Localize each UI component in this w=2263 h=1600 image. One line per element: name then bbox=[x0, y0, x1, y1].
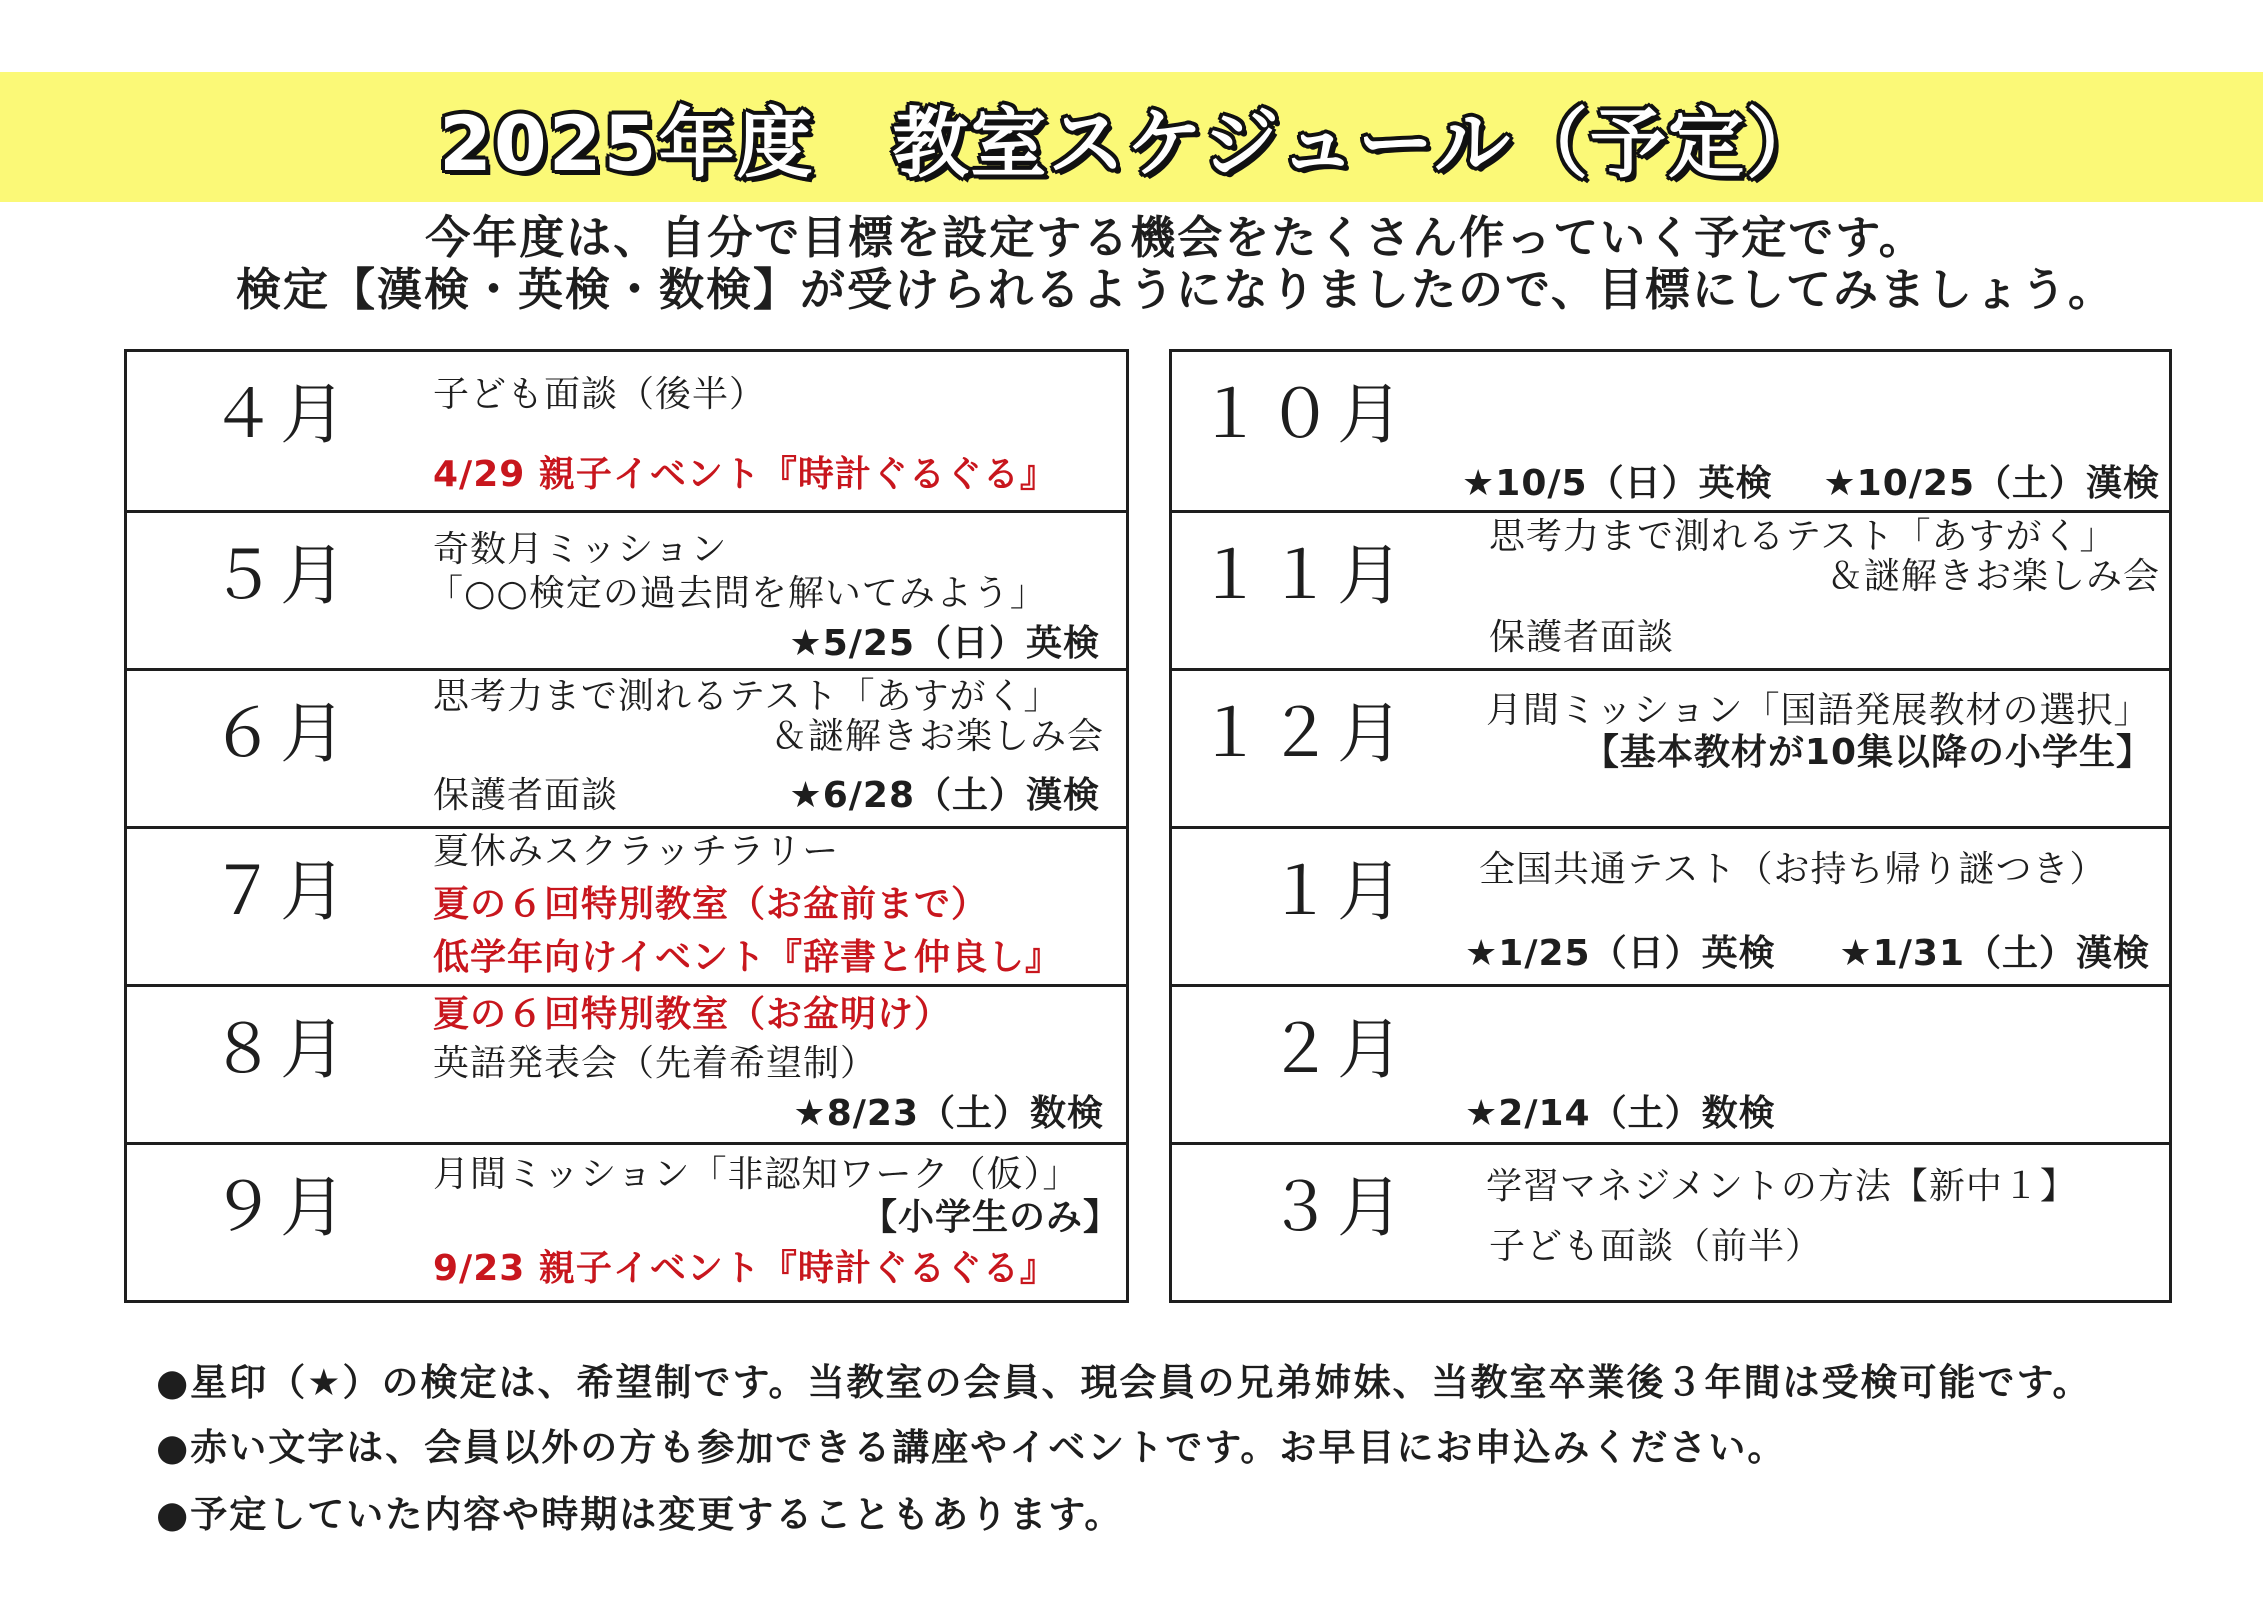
schedule-item-exam: ★1/31（土）漢検 bbox=[1839, 933, 2150, 974]
intro-text bbox=[0, 212, 2263, 316]
schedule-item: 子ども面談（後半） bbox=[433, 374, 767, 415]
note-red-text: ●赤い文字は、会員以外の方も参加できる講座やイベントです。お早目にお申込みください。 bbox=[156, 1426, 1787, 1469]
schedule-item-event: 夏の６回特別教室（お盆前まで） bbox=[433, 884, 989, 925]
schedule-item: ＆謎解きお楽しみ会 bbox=[770, 716, 1104, 757]
title-banner bbox=[0, 72, 2263, 202]
schedule-item: 思考力まで測れるテスト「あすがく」 bbox=[1489, 516, 2117, 557]
note-exam-eligibility: ●星印（★）の検定は、希望制です。当教室の会員、現会員の兄弟姉妹、当教室卒業後３年間は受検可能です。 bbox=[156, 1361, 2092, 1404]
schedule-row-january bbox=[1172, 826, 2169, 984]
intro-line-1: 今年度は、自分で目標を設定する機会をたくさん作っていく予定です。 bbox=[425, 211, 1926, 264]
month-label: ３月 bbox=[1267, 1169, 1407, 1246]
note-schedule-change: ●予定していた内容や時期は変更することもあります。 bbox=[156, 1493, 1124, 1536]
schedule-item: 「○○検定の過去問を解いてみよう」 bbox=[427, 573, 1047, 614]
schedule-table-left bbox=[124, 349, 1129, 1303]
schedule-row-september bbox=[127, 1142, 1126, 1300]
schedule-item: 思考力まで測れるテスト「あすがく」 bbox=[433, 676, 1061, 717]
schedule-item-exam: ★10/25（土）漢検 bbox=[1823, 463, 2160, 504]
schedule-item: ＆謎解きお楽しみ会 bbox=[1826, 556, 2160, 597]
schedule-row-july bbox=[127, 826, 1126, 984]
schedule-item: 保護者面談 bbox=[433, 775, 619, 816]
schedule-row-october bbox=[1172, 352, 2169, 510]
schedule-item-exam: ★2/14（土）数検 bbox=[1465, 1093, 1776, 1134]
schedule-item: 英語発表会（先着希望制） bbox=[433, 1043, 878, 1084]
month-label: １２月 bbox=[1197, 695, 1407, 772]
schedule-item-event: 低学年向けイベント『辞書と仲良し』 bbox=[433, 937, 1063, 978]
month-label: ４月 bbox=[210, 376, 350, 453]
schedule-table-right bbox=[1169, 349, 2172, 1303]
month-label: ９月 bbox=[210, 1169, 350, 1246]
schedule-item: 奇数月ミッション bbox=[433, 529, 728, 570]
schedule-row-april bbox=[127, 352, 1126, 510]
schedule-row-august bbox=[127, 984, 1126, 1142]
schedule-item: 夏休みスクラッチラリー bbox=[433, 831, 840, 872]
schedule-item-exam: ★6/28（土）漢検 bbox=[789, 775, 1100, 816]
schedule-item-exam: ★5/25（日）英検 bbox=[789, 623, 1100, 664]
schedule-item: 月間ミッション「国語発展教材の選択」 bbox=[1486, 690, 2151, 731]
schedule-item-event: 9/23 親子イベント『時計ぐるぐる』 bbox=[433, 1248, 1057, 1289]
schedule-item: 学習マネジメントの方法【新中１】 bbox=[1486, 1166, 2077, 1207]
schedule-item-event: 夏の６回特別教室（お盆明け） bbox=[433, 994, 952, 1035]
schedule-item: 月間ミッション「非認知ワーク（仮）」 bbox=[433, 1154, 1080, 1195]
schedule-item: 子ども面談（前半） bbox=[1489, 1226, 1823, 1267]
schedule-item-exam: ★1/25（日）英検 bbox=[1465, 933, 1776, 974]
schedule-row-may bbox=[127, 510, 1126, 668]
schedule-item: 【基本教材が10集以降の小学生】 bbox=[1582, 732, 2153, 773]
schedule-item: 全国共通テスト（お持ち帰り謎つき） bbox=[1479, 849, 2107, 890]
schedule-item: 保護者面談 bbox=[1489, 617, 1675, 658]
schedule-row-march bbox=[1172, 1142, 2169, 1300]
schedule-item-exam: ★8/23（土）数検 bbox=[793, 1093, 1104, 1134]
month-label: １０月 bbox=[1197, 376, 1407, 453]
month-label: １１月 bbox=[1197, 537, 1407, 614]
month-label: ８月 bbox=[210, 1011, 350, 1088]
month-label: １月 bbox=[1267, 853, 1407, 930]
schedule-item-event: 4/29 親子イベント『時計ぐるぐる』 bbox=[433, 454, 1057, 495]
month-label: ５月 bbox=[210, 537, 350, 614]
schedule-row-december bbox=[1172, 668, 2169, 826]
schedule-row-february bbox=[1172, 984, 2169, 1142]
month-label: ７月 bbox=[210, 853, 350, 930]
schedule-item: 【小学生のみ】 bbox=[860, 1197, 1120, 1238]
intro-line-2: 検定【漢検・英検・数検】が受けられるようになりましたので、目標にしてみましょう。 bbox=[235, 263, 2116, 316]
month-label: ２月 bbox=[1267, 1011, 1407, 1088]
page-title: 2025年度 教室スケジュール（予定） bbox=[439, 98, 1824, 188]
schedule-row-november bbox=[1172, 510, 2169, 668]
month-label: ６月 bbox=[210, 695, 350, 772]
schedule-item-exam: ★10/5（日）英検 bbox=[1462, 463, 1773, 504]
schedule-row-june bbox=[127, 668, 1126, 826]
